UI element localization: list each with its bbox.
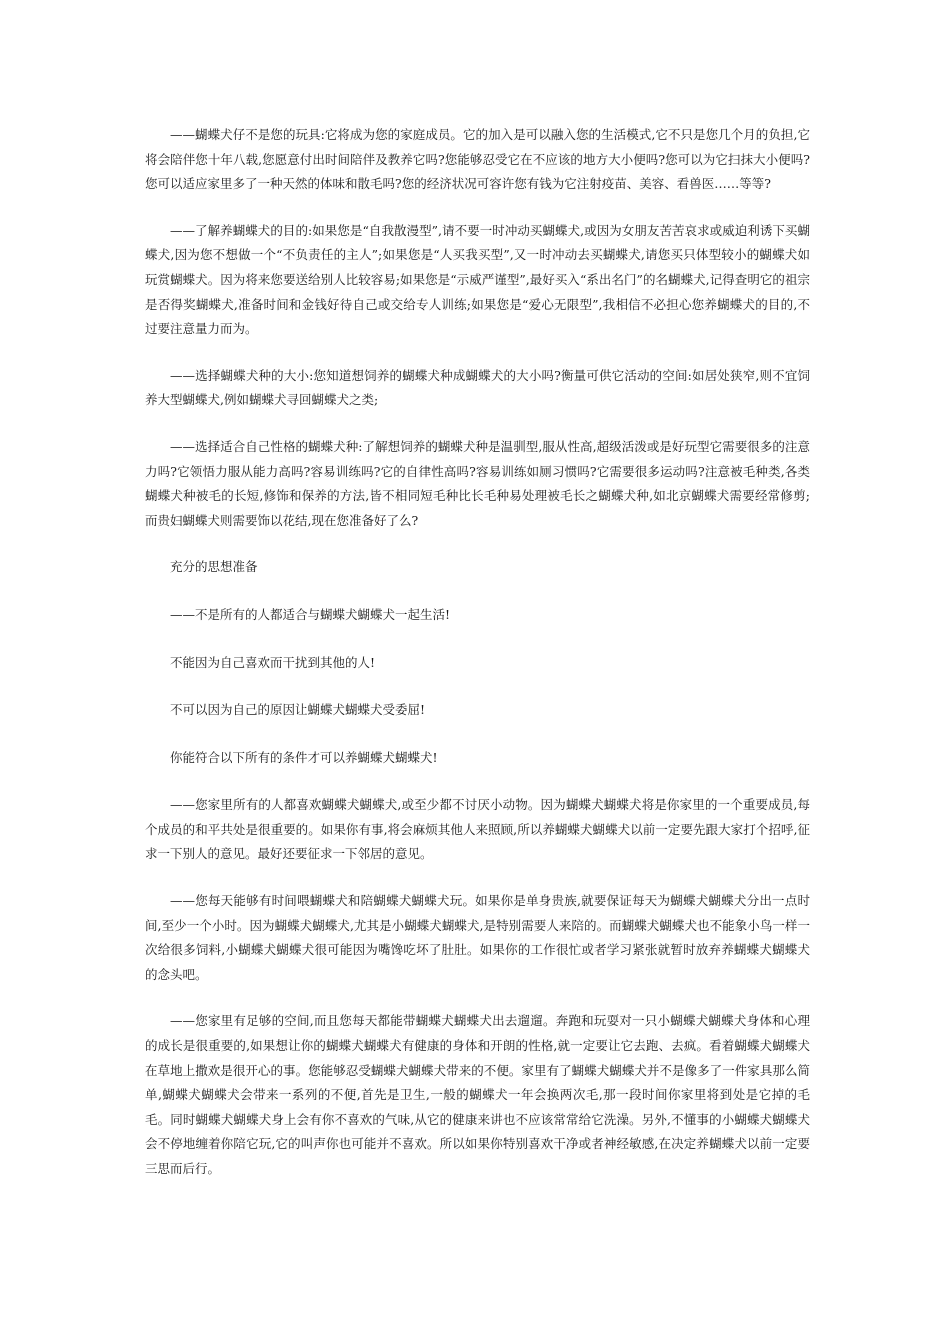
- document-body: [145, 123, 810, 1204]
- paragraph-space-inconvenience: ——您家里有足够的空间,而且您每天都能带蝴蝶犬蝴蝶犬出去遛遛。奔跑和玩耍对一只小蝴蝶犬蝴蝶犬身体和心理的成长是很重要的,如果想让你的蝴蝶犬蝴蝶犬有健康的身体和开朗的性格,就一定要让它去跑、去疯。看着蝴蝶犬蝴蝶犬在草地上撒欢是很开心的事。您能够忍受蝴蝶犬蝴蝶犬带来的不便。家里有了蝴蝶犬蝴蝶犬并不是像多了一件家具那么简单,蝴蝶犬蝴蝶犬会带来一系列的不便,首先是卫生,一般的蝴蝶犬一年会换两次毛,那一段时间你家里将到处是它掉的毛毛。同时蝴蝶犬蝴蝶犬身上会有你不喜欢的气味,从它的健康来讲也不应该常常给它洗澡。另外,不懂事的小蝴蝶犬蝴蝶犬会不停地缠着你陪它玩,它的叫声你也可能并不喜欢。所以如果你特别喜欢干净或者神经敏感,在决定养蝴蝶犬以前一定要三思而后行。: [145, 1013, 810, 1176]
- paragraph-no-grievance: 不可以因为自己的原因让蝴蝶犬蝴蝶犬受委屈!: [170, 702, 426, 718]
- paragraph-daily-time: ——您每天能够有时间喂蝴蝶犬和陪蝴蝶犬蝴蝶犬玩。如果你是单身贵族,就要保证每天为蝴蝶犬蝴蝶犬分出一点时间,至少一个小时。因为蝴蝶犬蝴蝶犬,尤其是小蝴蝶犬蝴蝶犬,是特别需要人来陪的。而蝴蝶犬蝴蝶犬也不能象小鸟一样一次给很多饲料,小蝴蝶犬蝴蝶犬很可能因为嘴馋吃坏了肚肚。如果你的工作很忙或者学习紧张就暂时放弃养蝴蝶犬蝴蝶犬的念头吧。: [145, 893, 810, 982]
- section-heading-preparation: 充分的思想准备: [170, 559, 258, 575]
- paragraph-purpose: ——了解养蝴蝶犬的目的:如果您是“自我散漫型”,请不要一时冲动买蝴蝶犬,或因为女朋友苦苦哀求或威迫利诱下买蝴蝶犬,因为您不想做一个“不负责任的主人”;如果您是“人买我买型”,又一时冲动去买蝴蝶犬,请您买只体型较小的蝴蝶犬如玩赏蝴蝶犬。因为将来您要送给别人比较容易;如果您是“示威严谨型”,最好买入“系出名门”的名蝴蝶犬,记得查明它的祖宗是否得奖蝴蝶犬,准备时间和金钱好待自己或交给专人训练;如果您是“爱心无限型”,我相信不必担心您养蝴蝶犬的目的,不过要注意量力而为。: [145, 222, 810, 337]
- paragraph-conditions: 你能符合以下所有的条件才可以养蝴蝶犬蝴蝶犬!: [170, 749, 438, 765]
- paragraph-no-disturb: 不能因为自己喜欢而干扰到其他的人!: [170, 654, 376, 670]
- paragraph-temperament: ——选择适合自己性格的蝴蝶犬种:了解想饲养的蝴蝶犬种是温驯型,服从性高,超级活泼或是好玩型它需要很多的注意力吗?它领悟力服从能力高吗?容易训练吗?它的自律性高吗?容易训练如厕习惯吗?它需要很多运动吗?注意被毛种类,各类蝴蝶犬种被毛的长短,修饰和保养的方法,皆不相同短毛种比长毛种易处理被毛长之蝴蝶犬种,如北京蝴蝶犬需要经常修剪;而贵妇蝴蝶犬则需要饰以花结,现在您准备好了么?: [145, 438, 810, 528]
- paragraph-not-everyone: ——不是所有的人都适合与蝴蝶犬蝴蝶犬一起生活!: [170, 606, 451, 622]
- paragraph-family-agree: ——您家里所有的人都喜欢蝴蝶犬蝴蝶犬,或至少都不讨厌小动物。因为蝴蝶犬蝴蝶犬将是你家里的一个重要成员,每个成员的和平共处是很重要的。如果你有事,将会麻烦其他人来照顾,所以养蝴蝶犬蝴蝶犬以前一定要先跟大家打个招呼,征求一下别人的意见。最好还要征求一下邻居的意见。: [145, 797, 810, 862]
- paragraph-size: ——选择蝴蝶犬种的大小:您知道想饲养的蝴蝶犬种成蝴蝶犬的大小吗?衡量可供它活动的空间:如居处狭窄,则不宜饲养大型蝴蝶犬,例如蝴蝶犬寻回蝴蝶犬之类;: [145, 367, 810, 408]
- paragraph-toy-not-pet: ——蝴蝶犬仔不是您的玩具:它将成为您的家庭成员。它的加入是可以融入您的生活模式,它不只是您几个月的负担,它将会陪伴您十年八载,您愿意付出时间陪伴及教养它吗?您能够忍受它在不应该的地方大小便吗?您可以为它扫抹大小便吗?您可以适应家里多了一种天然的体味和散毛吗?您的经济状况可容许您有钱为它注射疫苗、美容、看兽医……等等?: [145, 127, 810, 192]
